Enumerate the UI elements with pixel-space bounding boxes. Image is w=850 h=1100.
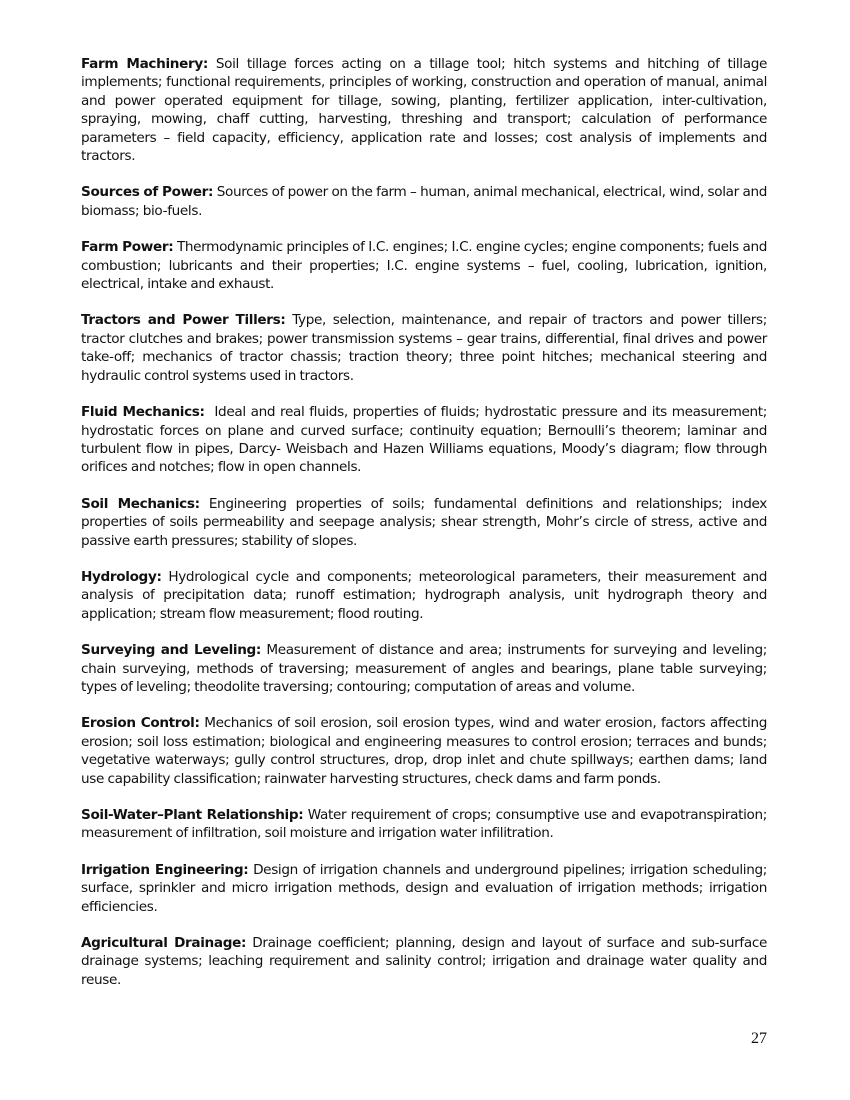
section-body: Measurement of distance and area; instruments for surveying and leveling; chain surveying, methods of traversing; measurement of angles and bearings, plane table surveying; types of leveling; theodolite traversing; contouring; computation of areas and volume.: [81, 642, 767, 695]
section-heading: Sources of Power:: [81, 184, 214, 201]
page-number: 27: [751, 1030, 767, 1047]
section-body: Mechanics of soil erosion, soil erosion types, wind and water erosion, factors affecting erosion; soil loss estimation; biological and engineering measures to control erosion; terraces and bunds; vegetative waterways; gully control structures, drop, drop inlet and chute spillways; earthen dams; land use capability classification; rainwater harvesting structures, check dams and farm ponds.: [81, 715, 767, 787]
section-heading: Irrigation Engineering:: [81, 861, 249, 878]
section-fluid-mechanics: [81, 403, 767, 477]
section-heading: Hydrology:: [81, 568, 162, 585]
section-soil-mechanics: [81, 495, 767, 550]
section-body: Drainage coefficient; planning, design and layout of surface and sub-surface drainage systems; leaching requirement and salinity control; irrigation and drainage water quality and reuse.: [81, 935, 767, 988]
document-page: [81, 55, 767, 1007]
section-heading: Farm Machinery:: [81, 56, 208, 72]
section-farm-machinery: [81, 55, 767, 165]
section-heading: Soil Mechanics:: [81, 495, 200, 512]
section-body: Hydrological cycle and components; meteorological parameters, their measurement and analysis of precipitation data; runoff estimation; hydrograph analysis, unit hydrograph theory and application; stream flow measurement; flood routing.: [81, 568, 767, 622]
section-heading: Farm Power:: [81, 239, 174, 256]
section-heading: Erosion Control:: [81, 715, 200, 732]
section-body: Engineering properties of soils; fundamental definitions and relationships; index properties of soils permeability and seepage analysis; shear strength, Mohr’s circle of stress, active and passive earth pressures; stability of slopes.: [81, 495, 767, 549]
section-irrigation-engineering: [81, 861, 767, 916]
section-body: Water requirement of crops; consumptive use and evapotranspiration; measurement of infiltration, soil moisture and irrigation water infilitration.: [81, 807, 768, 842]
section-agricultural-drainage: [81, 934, 767, 989]
section-hydrology: [81, 568, 767, 623]
section-body: Ideal and real fluids, properties of fluids; hydrostatic pressure and its measurement; hydrostatic forces on plane and curved surface; continuity equation; Bernoulli’s theorem; laminar and turbulent flow in pipes, Darcy- Weisbach and Hazen Williams equations, Moody’s diagram; flow through orifices and notches; flow in open channels.: [81, 404, 767, 476]
section-tractors-and-power-tillers: [81, 311, 767, 385]
section-body: Thermodynamic principles of I.C. engines; I.C. engine cycles; engine components; fuels and combustion; lubricants and their properties; I.C. engine systems – fuel, cooling, lubrication, ignition, electrical, intake and exhaust.: [81, 239, 767, 293]
section-body: Design of irrigation channels and underground pipelines; irrigation scheduling; surface, sprinkler and micro irrigation methods, design and evaluation of irrigation methods; irrigation efficiencies.: [81, 861, 767, 915]
section-heading: Agricultural Drainage:: [81, 935, 247, 952]
section-body: Type, selection, maintenance, and repair of tractors and power tillers; tractor clutches and brakes; power transmission systems – gear trains, differential, final drives and power take-off; mechanics of tractor chassis; traction theory; three point hitches; mechanical steering and hydraulic control systems used in tractors.: [81, 312, 767, 384]
section-surveying-and-leveling: [81, 641, 767, 696]
section-body: Sources of power on the farm – human, animal mechanical, electrical, wind, solar and biomass; bio-fuels.: [81, 184, 767, 219]
section-erosion-control: [81, 714, 767, 788]
section-farm-power: [81, 238, 767, 293]
section-heading: Fluid Mechanics:: [81, 404, 205, 421]
section-sources-of-power: [81, 183, 767, 220]
section-heading: Surveying and Leveling:: [81, 642, 262, 659]
section-soil-water-plant-relationship: [81, 806, 767, 843]
section-heading: Tractors and Power Tillers:: [81, 312, 286, 329]
section-body: Soil tillage forces acting on a tillage tool; hitch systems and hitching of tillage implements; functional requirements, principles of working, construction and operation of manual, animal and power operated equipment for tillage, sowing, planting, fertilizer application, inter-cultivation, spraying, mowing, chaff cutting, harvesting, threshing and transport; calculation of performance parameters – field capacity, efficiency, application rate and losses; cost analysis of implements and tractors.: [81, 56, 767, 165]
section-heading: Soil-Water–Plant Relationship:: [81, 807, 304, 823]
